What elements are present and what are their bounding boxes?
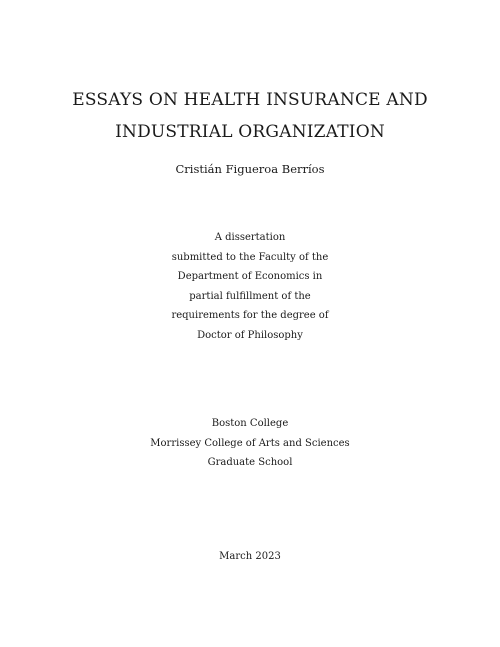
submission-statement xyxy=(0,233,500,351)
institution-line: Morrissey College of Arts and Sciences xyxy=(150,437,350,449)
author-name: Cristián Figueroa Berríos xyxy=(175,162,325,176)
dissertation-title-line-1: ESSAYS ON HEALTH INSURANCE AND xyxy=(72,90,428,110)
dissertation-title-line-2: INDUSTRIAL ORGANIZATION xyxy=(115,122,385,142)
statement-line: A dissertation xyxy=(214,232,286,243)
institution-line: Boston College xyxy=(211,418,289,429)
statement-line: Doctor of Philosophy xyxy=(197,329,303,341)
institution-block xyxy=(0,419,500,478)
statement-line: requirements for the degree of xyxy=(171,310,329,322)
statement-line: submitted to the Faculty of the xyxy=(171,251,329,263)
submission-date: March 2023 xyxy=(219,551,281,562)
institution-line: Graduate School xyxy=(207,457,293,469)
statement-line: Department of Economics in xyxy=(177,271,323,283)
statement-line: partial fulfillment of the xyxy=(189,290,311,302)
